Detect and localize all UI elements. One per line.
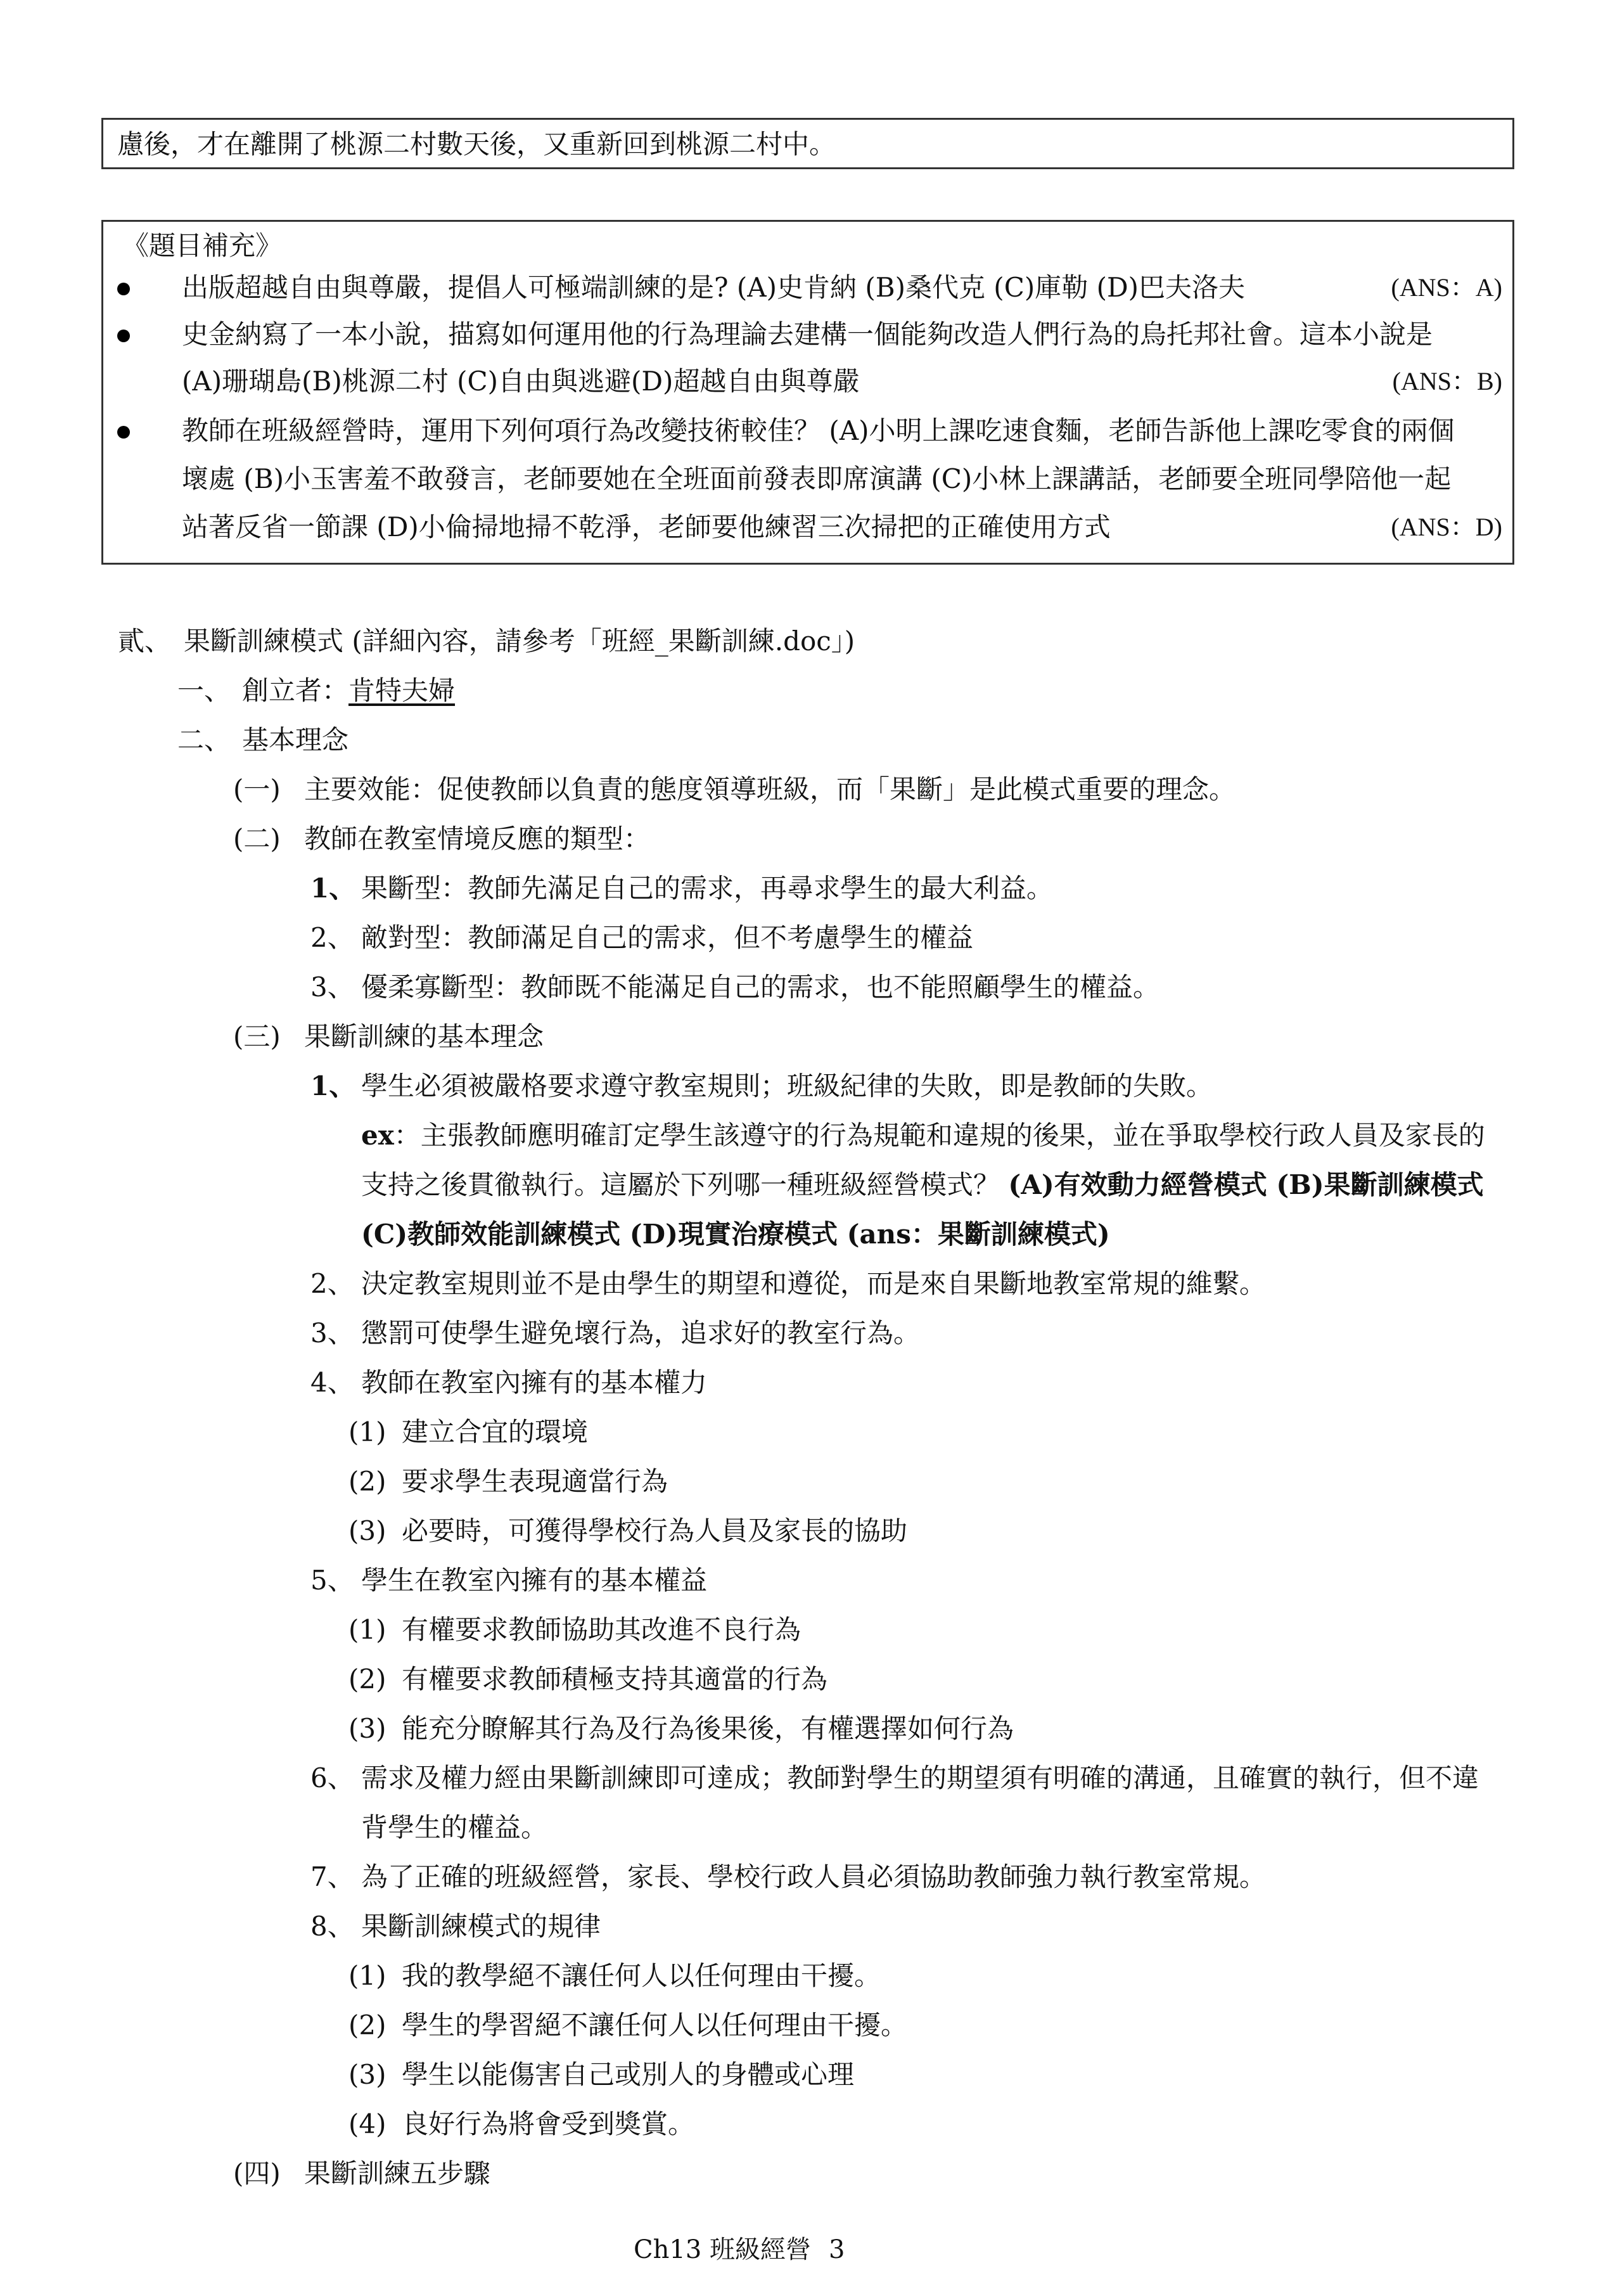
item-text: 背學生的權益。 [361,1812,548,1843]
subitem-num: (4) [348,2108,386,2139]
example-options: (C)教師效能訓練模式 (D)現實治療模式 (ans：果斷訓練模式) [361,1219,1110,1250]
example-line [361,1117,1485,1155]
item-text: 敵對型：教師滿足自己的需求，但不考慮學生的權益 [361,922,974,953]
item-num: 2、 [310,922,354,953]
item-text: 學生必須被嚴格要求遵守教室規則；班級紀律的失敗，即是教師的失敗。 [361,1070,1213,1101]
subitem-num: (3) [348,1713,386,1744]
subitem-text: 學生以能傷害自己或別人的身體或心理 [402,2059,855,2090]
point-num: (四) [233,2158,281,2189]
concept-heading: 基本理念 [242,724,349,755]
item-num: 1、 [310,873,356,904]
subitem-text: 能充分瞭解其行為及行為後果後，有權選擇如何行為 [402,1713,1014,1744]
example-line [361,1166,1484,1204]
question-line: 壞處 (B)小玉害羞不敢發言，老師要她在全班面前發表即席演講 (C)小林上課講話，老師要全班同學陪他一起 [182,463,1452,494]
example-label: ex [361,1120,394,1151]
item-text: 需求及權力經由果斷訓練即可達成；教師對學生的期望須有明確的溝通，且確實的執行，但不違 [361,1762,1479,1793]
continued-text-box [101,118,1514,169]
chapter-label: Ch13 班級經營 [634,2235,811,2264]
item-num: 3、 [310,972,354,1003]
bullet-icon [117,426,130,439]
subitem-num: (2) [348,1664,386,1695]
founder-name: 肯特夫婦 [348,675,456,706]
item-num: 4、 [310,1367,354,1398]
item-text: 為了正確的班級經營，家長、學校行政人員必須協助教師強力執行教室常規。 [361,1861,1267,1892]
subitem-num: (3) [348,2059,386,2090]
example-text: ：主張教師應明確訂定學生該遵守的行為規範和違規的後果，並在爭取學校行政人員及家長的 [393,1120,1485,1151]
item-num: 6、 [310,1762,354,1793]
point-text: 果斷訓練的基本理念 [304,1021,544,1052]
supplement-box [101,220,1514,565]
item-text: 果斷型：教師先滿足自己的需求，再尋求學生的最大利益。 [361,873,1054,904]
answer-label: (ANS：A) [1391,273,1502,302]
section-heading: 果斷訓練模式 (詳細內容，請參考「班經_果斷訓練.doc」) [184,625,855,657]
section-heading-num: 貳、 [118,625,172,657]
point-text: 果斷訓練五步驟 [304,2158,491,2189]
item-num: 3、 [310,1318,354,1349]
subitem-text: 我的教學絕不讓任何人以任何理由干擾。 [402,1960,881,1991]
subitem-num: (1) [348,1614,386,1645]
founder-label: 創立者： [242,675,349,706]
point-num: (三) [233,1021,281,1052]
concept-num: 二、 [177,724,231,755]
founder-line [242,672,455,710]
bullet-icon [117,330,130,342]
founder-num: 一、 [177,675,231,706]
subitem-num: (1) [348,1960,386,1991]
item-text: 教師在教室內擁有的基本權力 [361,1367,708,1398]
point-num: (二) [233,823,281,854]
subitem-text: 有權要求教師協助其改進不良行為 [402,1614,801,1645]
question-line: 出版超越自由與尊嚴，提倡人可極端訓練的是? (A)史肯納 (B)桑代克 (C)庫勒 (D)巴夫洛夫 [182,272,1246,303]
item-text: 學生在教室內擁有的基本權益 [361,1565,708,1596]
subitem-num: (3) [348,1515,386,1546]
subitem-text: 學生的學習絕不讓任何人以任何理由干擾。 [402,2010,908,2041]
subitem-text: 要求學生表現適當行為 [402,1466,668,1497]
question-line: 站著反省一節課 (D)小倫掃地掃不乾淨，老師要他練習三次掃把的正確使用方式 [182,511,1111,542]
item-num: 1、 [310,1070,356,1101]
bullet-icon [117,283,130,295]
question-line: 教師在班級經營時，運用下列何項行為改變技術較佳？ (A)小明上課吃速食麵，老師告訴他上課吃零食的兩個 [182,415,1455,446]
page-number: 3 [828,2235,845,2264]
subitem-text: 建立合宜的環境 [402,1416,589,1447]
example-options: (A)有效動力經營模式 (B)果斷訓練模式 [1008,1169,1484,1200]
item-num: 8、 [310,1911,354,1942]
page-footer [634,2232,845,2267]
question-line: (A)珊瑚島(B)桃源二村 (C)自由與逃避(D)超越自由與尊嚴 [182,366,860,397]
subitem-text: 有權要求教師積極支持其適當的行為 [402,1664,828,1695]
item-text: 決定教室規則並不是由學生的期望和遵從，而是來自果斷地教室常規的維繫。 [361,1268,1267,1299]
subitem-num: (1) [348,1416,386,1447]
item-num: 2、 [310,1268,354,1299]
answer-label: (ANS：D) [1391,513,1502,541]
subitem-num: (2) [348,2010,386,2041]
continued-text: 慮後，才在離開了桃源二村數天後，又重新回到桃源二村中。 [117,129,836,160]
point-text: 教師在教室情境反應的類型： [304,823,651,854]
point-num: (一) [233,774,281,805]
subitem-num: (2) [348,1466,386,1497]
supplement-title: 《題目補充》 [122,230,283,261]
item-text: 優柔寡斷型：教師既不能滿足自己的需求，也不能照顧學生的權益。 [361,972,1160,1003]
point-text: 主要效能：促使教師以負責的態度領導班級，而「果斷」是此模式重要的理念。 [304,774,1236,805]
subitem-text: 良好行為將會受到獎賞。 [402,2108,695,2139]
item-num: 7、 [310,1861,354,1892]
answer-label: (ANS：B) [1392,367,1502,395]
subitem-text: 必要時，可獲得學校行為人員及家長的協助 [402,1515,908,1546]
item-text: 果斷訓練模式的規律 [361,1911,601,1942]
item-num: 5、 [310,1565,354,1596]
example-text: 支持之後貫徹執行。這屬於下列哪一種班級經營模式？ [361,1169,1000,1200]
question-line: 史金納寫了一本小說，描寫如何運用他的行為理論去建構一個能夠改造人們行為的烏托邦社會。這本小說是 [182,319,1433,350]
item-text: 懲罰可使學生避免壞行為，追求好的教室行為。 [361,1318,921,1349]
